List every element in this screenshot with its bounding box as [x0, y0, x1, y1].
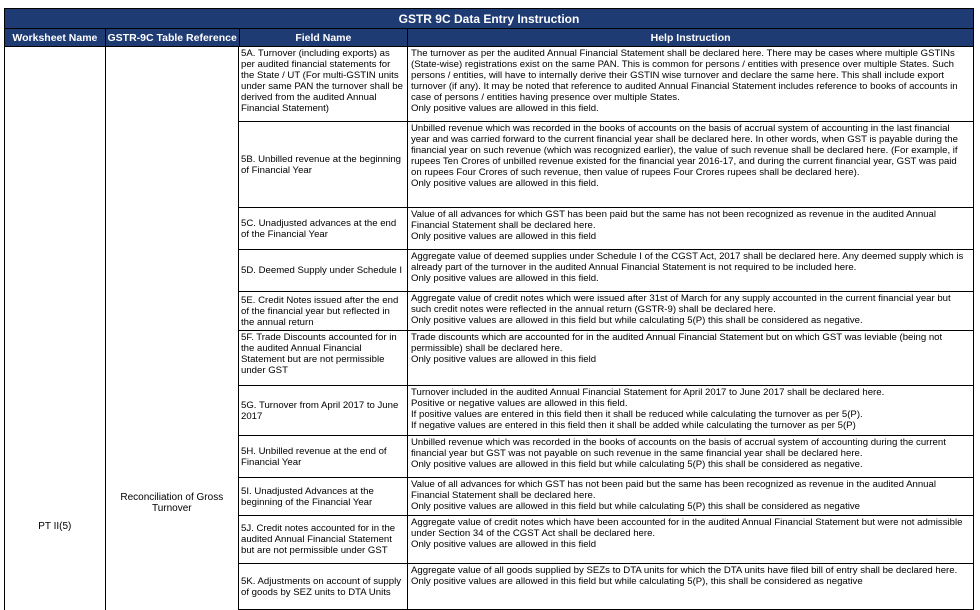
help-instruction-cell — [408, 436, 974, 478]
header-table-reference: GSTR-9C Table Reference — [106, 29, 240, 46]
help-instruction-cell — [408, 516, 974, 564]
field-name: 5A. Turnover (including exports) as per audited financial statements for the State / UT (For multi-GSTIN units under same PAN the turnover shall be derived from the audited Annual Financial Statement) — [241, 48, 403, 114]
table-body — [4, 47, 974, 610]
help-text: Only positive values are allowed in this field. — [411, 178, 599, 189]
help-text: If negative values are entered in this field then it shall be added while calculating the turnover as per 5(P) — [411, 420, 856, 431]
help-text: Unbilled revenue which was recorded in the books of accounts on the basis of accrual system of accounting in the last financial year and was carried forward to the current financial year shall be declared here. In other words, when GST is payable during the financial year on such revenue (which was recognized earlier), the value of such revenue shall be declared here. (For example, if rupees Ten Crores of unbilled revenue existed for the financial year 2016-17, and during the current financial year, GST was paid on rupees Four Crores of such revenue, then value of rupees Four Crores rupees shall be declared here). — [411, 123, 958, 178]
table-reference-cell — [106, 47, 239, 610]
table-row — [239, 250, 974, 292]
table-row — [239, 516, 974, 564]
field-name-cell — [239, 47, 408, 122]
field-name: 5K. Adjustments on account of supply of goods by SEZ units to DTA Units — [241, 575, 401, 598]
field-name-cell — [239, 564, 408, 610]
help-text: Only positive values are allowed in this field but while calculating 5(P) this shall be considered as negative. — [411, 459, 863, 470]
field-name: 5B. Unbilled revenue at the beginning of Financial Year — [241, 153, 402, 176]
field-name-cell — [239, 292, 408, 331]
field-name: 5D. Deemed Supply under Schedule I — [241, 265, 403, 276]
help-text: Aggregate value of credit notes which were issued after 31st of March for any supply accounted in the current financial year but such credit notes were reflected in the annual return (GSTR-9) shall be declared here. — [411, 293, 951, 315]
field-name-cell — [239, 122, 408, 208]
field-name: 5F. Trade Discounts accounted for in the audited Annual Financial Statement but are not permissible under GST — [241, 332, 397, 376]
help-instruction-cell — [408, 478, 974, 516]
table-row — [239, 564, 974, 610]
field-name-cell — [239, 331, 408, 386]
table-reference: Reconciliation of Gross Turnover — [120, 492, 224, 514]
help-text: Value of all advances for which GST has not been paid but the same has been recognized as revenue in the audited Annual Financial Statement shall be declared here. — [411, 479, 936, 501]
field-name-cell — [239, 436, 408, 478]
help-text: Positive or negative values are allowed in this field. — [411, 398, 628, 409]
help-text: Value of all advances for which GST has been paid but the same has not been recognized as revenue in the audited Annual Financial Statement shall be declared here. — [411, 209, 936, 231]
help-text: Only positive values are allowed in this field — [411, 354, 597, 365]
help-instruction-cell — [408, 47, 974, 122]
table-row — [239, 122, 974, 208]
field-name-cell — [239, 208, 408, 250]
header-worksheet-name: Worksheet Name — [5, 29, 106, 46]
help-text: Only positive values are allowed in this field but while calculating 5(P) this shall be considered as negative. — [411, 315, 863, 326]
help-text: Trade discounts which are accounted for in the audited Annual Financial Statement but on which GST was leviable (being not permissible) shall be declared here. — [411, 332, 943, 354]
help-text: Only positive values are allowed in this field. — [411, 273, 599, 284]
field-name: 5H. Unbilled revenue at the end of Financial Year — [241, 445, 387, 468]
field-name-cell — [239, 516, 408, 564]
help-text: Aggregate value of credit notes which have been accounted for in the audited Annual Financial Statement but were not admissible under Section 34 of the CGST Act shall be declared here. — [411, 517, 963, 539]
header-row — [4, 29, 974, 47]
help-text: Aggregate value of all goods supplied by SEZs to DTA units for which the DTA units have filed bill of entry shall be declared here. — [411, 565, 958, 576]
help-text: Only positive values are allowed in this field but while calculating 5(P), this shall be considered as negative — [411, 576, 863, 587]
help-text: Only positive values are allowed in this field — [411, 231, 597, 242]
table-title: GSTR 9C Data Entry Instruction — [4, 8, 974, 29]
field-name-cell — [239, 250, 408, 292]
help-text: Unbilled revenue which was recorded in the books of accounts on the basis of accrual system of accounting during the current financial year but GST was not payable on such revenue in the same financial year shall be declared here. — [411, 437, 946, 459]
help-text: Only positive values are allowed in this field but while calculating 5(P) this shall be considered as negative — [411, 501, 861, 512]
worksheet-name: PT II(5) — [38, 520, 72, 532]
table-row — [239, 386, 974, 436]
field-name: 5E. Credit Notes issued after the end of the financial year but reflected in the annual return — [241, 294, 399, 328]
help-text: The turnover as per the audited Annual Financial Statement shall be declared here. There may be cases where multiple GSTINs (State-wise) registrations exist on the same PAN. This is common for persons / entities with presence over multiple States. Such persons / entities, will have to internally derive their GSTIN wise turnover and declare the same here. This shall include export turnover (if any). It may be noted that reference to audited Annual Financial Statement includes reference to books of accounts in case of persons / entities having presence over multiple States. — [411, 48, 958, 103]
help-text: If positive values are entered in this field then it shall be reduced while calculating the turnover as per 5(P). — [411, 409, 863, 420]
table-row — [239, 292, 974, 331]
field-name-cell — [239, 386, 408, 436]
table-row — [239, 436, 974, 478]
field-name-cell — [239, 478, 408, 516]
field-name: 5I. Unadjusted Advances at the beginning of the Financial Year — [241, 485, 374, 508]
field-name: 5G. Turnover from April 2017 to June 2017 — [241, 399, 399, 422]
help-text: Only positive values are allowed in this field. — [411, 103, 599, 114]
instruction-table — [4, 8, 974, 610]
help-instruction-cell — [408, 564, 974, 610]
help-text: Turnover included in the audited Annual Financial Statement for April 2017 to June 2017 shall be declared here. — [411, 387, 885, 398]
help-instruction-cell — [408, 250, 974, 292]
table-row — [239, 331, 974, 386]
help-instruction-cell — [408, 292, 974, 331]
header-help-instruction: Help Instruction — [650, 31, 731, 44]
header-field-name: Field Name — [240, 29, 409, 46]
help-text: Only positive values are allowed in this field — [411, 539, 597, 550]
table-row — [239, 47, 974, 122]
table-row — [239, 208, 974, 250]
help-instruction-cell — [408, 331, 974, 386]
field-name: 5C. Unadjusted advances at the end of the Financial Year — [241, 217, 397, 240]
field-rows — [239, 47, 974, 610]
field-name: 5J. Credit notes accounted for in the audited Annual Financial Statement but are not permissible under GST — [241, 523, 396, 556]
help-instruction-cell — [408, 386, 974, 436]
help-instruction-cell — [408, 208, 974, 250]
help-text: Aggregate value of deemed supplies under Schedule I of the CGST Act, 2017 shall be declared here. Any deemed supply which is already part of the turnover in the audited Annual Financial Statement is not required to be included here. — [411, 251, 964, 273]
worksheet-name-cell — [5, 47, 106, 610]
help-instruction-cell — [408, 122, 974, 208]
table-row — [239, 478, 974, 516]
